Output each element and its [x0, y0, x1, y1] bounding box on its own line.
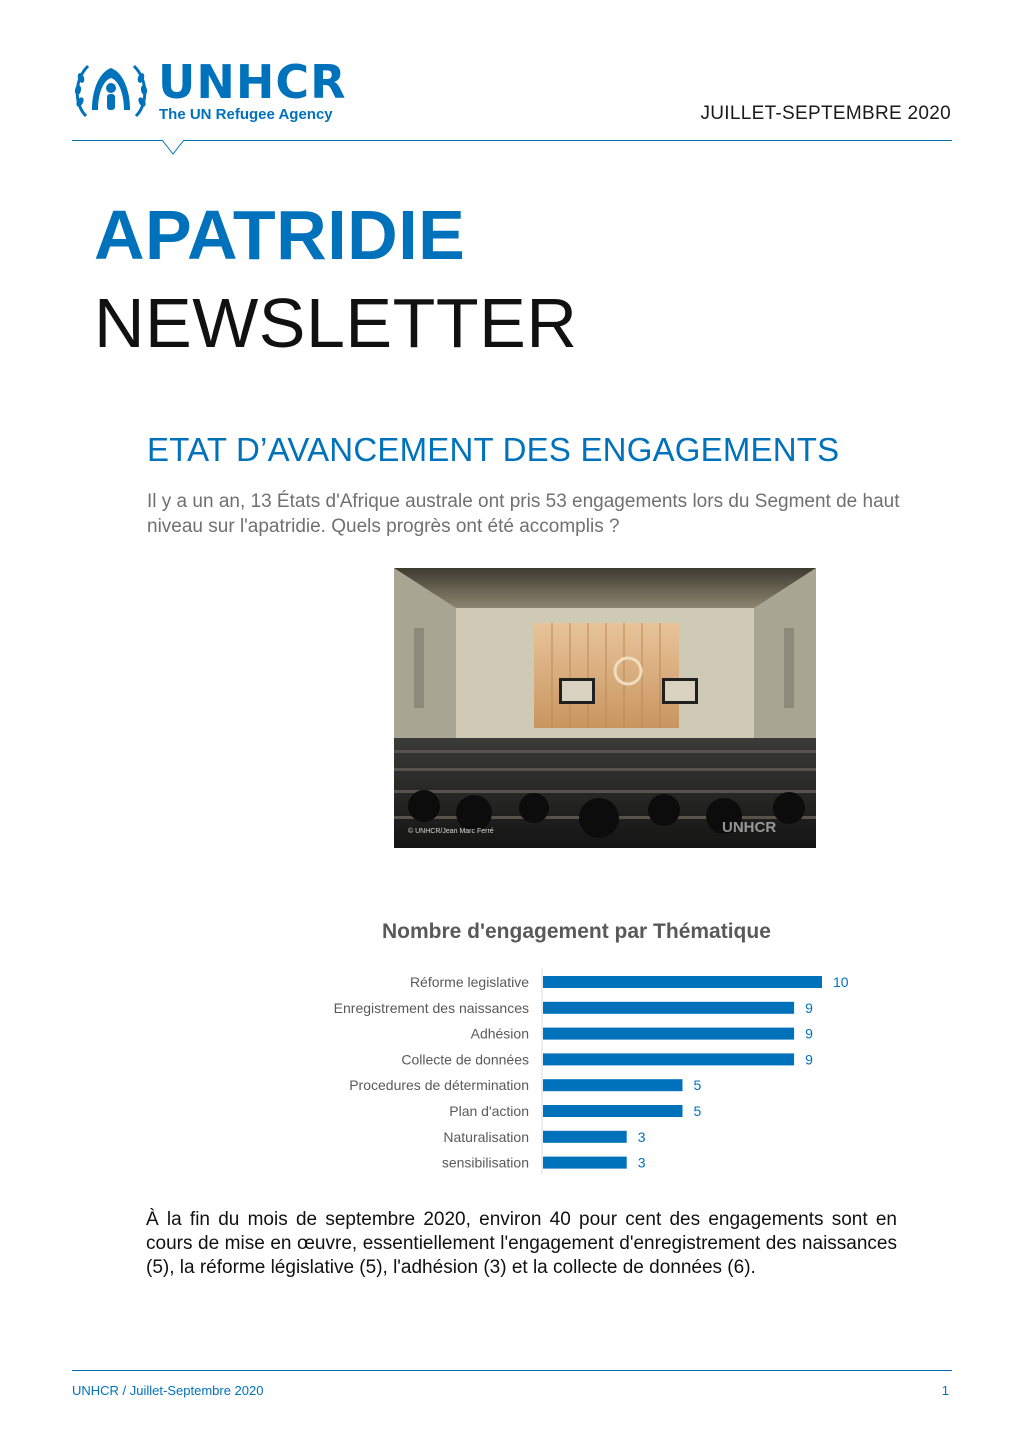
chart-bar: [543, 1157, 627, 1169]
footer-text: UNHCR / Juillet-Septembre 2020: [72, 1383, 264, 1398]
assembly-hall-photo: [394, 568, 816, 848]
logo-wordmark: UNHCR: [158, 55, 347, 109]
chart-value-label: 10: [833, 974, 849, 990]
page-number: 1: [941, 1383, 949, 1398]
chart-bar: [543, 976, 822, 988]
photo-watermark: UNHCR: [722, 819, 777, 836]
chart-bar: [543, 1079, 683, 1091]
chart-value-label: 5: [693, 1077, 702, 1094]
body-paragraph: À la fin du mois de septembre 2020, environ 40 pour cent des engagements sont en cours de mise en œuvre, essentiellement l'engagement d'enregistrement des naissances (5), la réforme législative (5), l'adhésion (3) et la collecte de données (6).: [146, 1209, 897, 1278]
chart-category-label: Plan d'action: [449, 1103, 529, 1119]
chart-category-label: Collecte de données: [401, 1051, 529, 1068]
chart-category-label: Procedures de détermination: [349, 1077, 529, 1094]
chart-bar: [543, 1131, 627, 1143]
chart-bar: [543, 1002, 794, 1014]
header-notch-icon: [162, 140, 184, 158]
chart-value-label: 5: [693, 1103, 702, 1119]
section-heading: ETAT D’AVANCEMENT DES ENGAGEMENTS: [147, 431, 840, 468]
chart-category-label: Adhésion: [470, 1025, 529, 1042]
assembly-hall-illustration: [394, 568, 816, 848]
title-apatridie: APATRIDIE: [94, 196, 466, 274]
chart-category-label: Naturalisation: [443, 1128, 529, 1145]
chart-bar: [543, 1053, 794, 1065]
chart-value-label: 3: [637, 1128, 646, 1145]
chart-value-label: 3: [637, 1154, 646, 1171]
chart-category-label: sensibilisation: [441, 1154, 529, 1171]
footer-divider: [72, 1370, 952, 1371]
header-divider: [72, 140, 952, 141]
issue-date: JUILLET-SEPTEMBRE 2020: [700, 103, 951, 124]
chart-value-label: 9: [805, 999, 813, 1016]
photo-credit: © UNHCR/Jean Marc Ferré: [408, 828, 494, 835]
chart-bar: [543, 1028, 794, 1040]
engagement-bar-chart: [300, 968, 880, 1178]
chart-title: Nombre d'engagement par Thématique: [382, 920, 771, 943]
chart-value-label: 9: [805, 1051, 813, 1068]
chart-bar: [543, 1105, 683, 1117]
section-intro: Il y a un an, 13 États d'Afrique australe ont pris 53 engagements lors du Segment de haut niveau sur l'apatridie. Quels progrès ont été accomplis ?: [147, 491, 900, 537]
logo-tagline: The UN Refugee Agency: [159, 106, 333, 123]
laurel-figure-icon: [72, 58, 150, 124]
unhcr-logo: [72, 56, 352, 126]
chart-value-label: 9: [805, 1025, 813, 1042]
title-newsletter: NEWSLETTER: [94, 284, 578, 362]
chart-category-label: Enregistrement des naissances: [333, 999, 529, 1016]
chart-category-label: Réforme legislative: [409, 974, 529, 990]
